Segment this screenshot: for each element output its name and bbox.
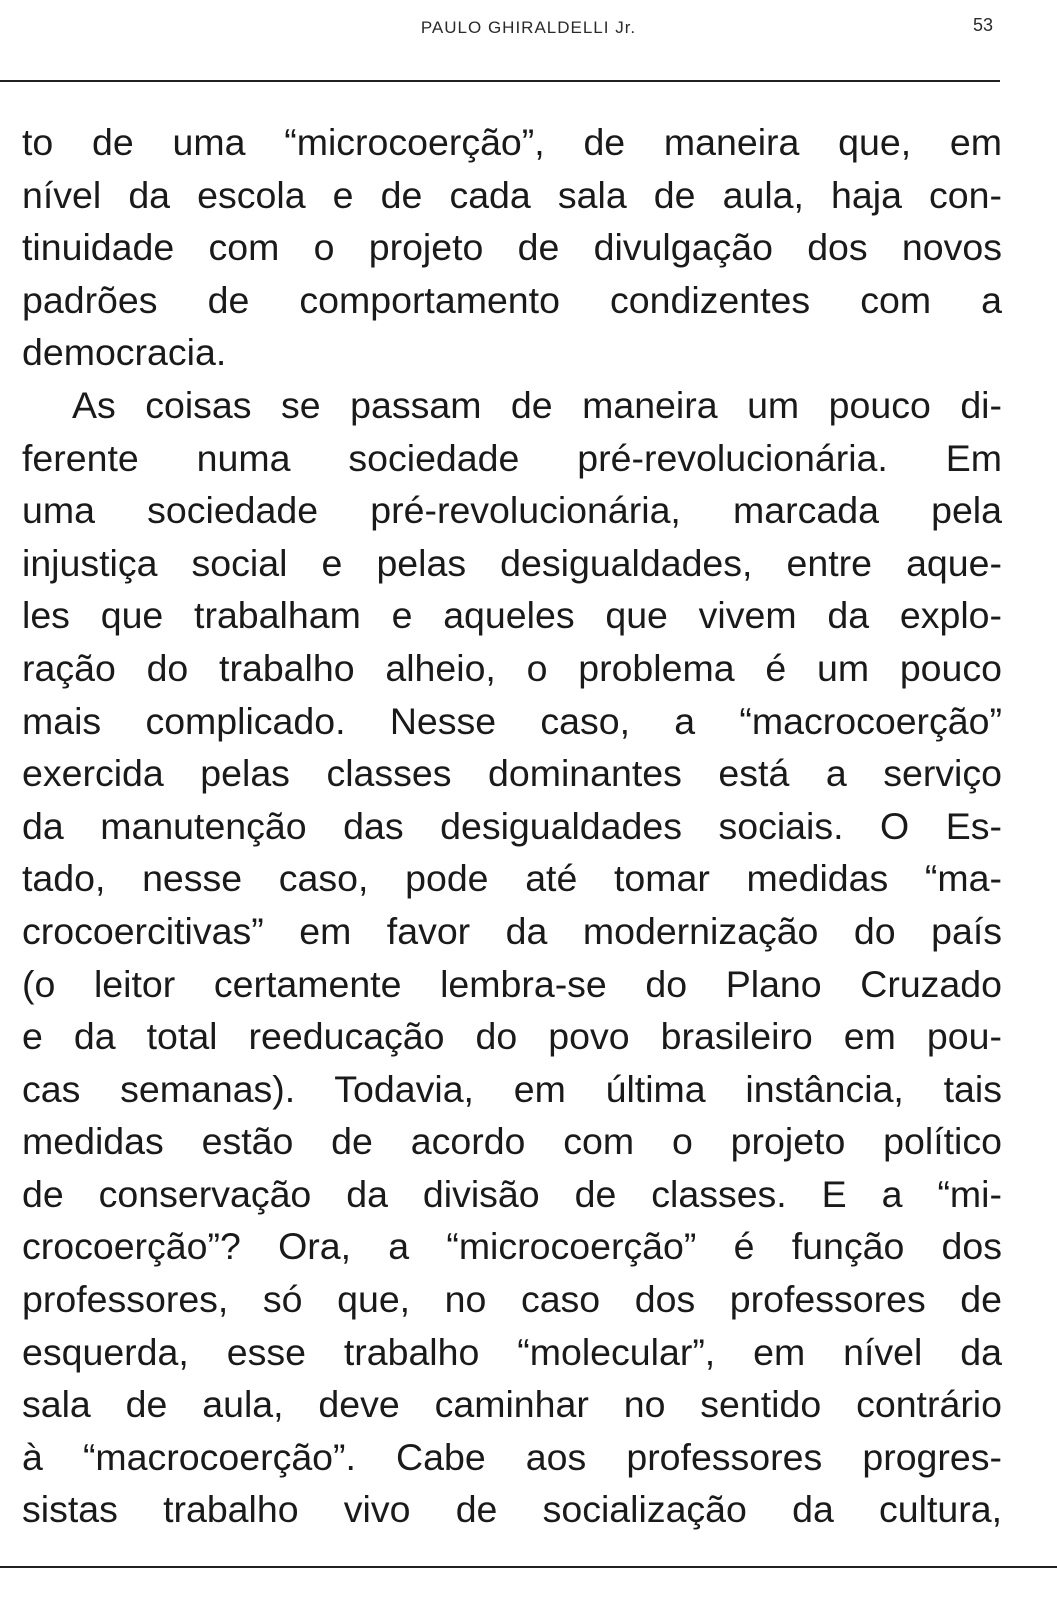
text-line: As coisas se passam de maneira um pouco di- <box>72 383 1002 426</box>
text-line: crocoercitivas” em favor da modernização do país <box>22 909 1002 952</box>
text-line: democracia. <box>22 331 227 374</box>
footer-rule <box>0 1566 1057 1568</box>
text-line: injustiça social e pelas desigualdades, entre aque- <box>22 541 1002 584</box>
text-line: à “macrocoerção”. Cabe aos professores progres- <box>22 1435 1002 1478</box>
text-line: uma sociedade pré-revolucionária, marcada pela <box>22 489 1002 532</box>
text-line: (o leitor certamente lembra-se do Plano Cruzado <box>22 962 1002 1005</box>
text-line: nível da escola e de cada sala de aula, haja con- <box>22 173 1002 216</box>
text-line: crocoerção”? Ora, a “microcoerção” é função dos <box>22 1225 1002 1268</box>
text-line: ração do trabalho alheio, o problema é um pouco <box>22 646 1002 689</box>
text-line: tado, nesse caso, pode até tomar medidas “ma- <box>22 857 1002 900</box>
text-line: to de uma “microcoerção”, de maneira que, em <box>22 121 1002 163</box>
text-line: mais complicado. Nesse caso, a “macrocoerção” <box>22 699 1002 742</box>
text-line: les que trabalham e aqueles que vivem da explo- <box>22 594 1002 637</box>
page-number: 53 <box>972 15 993 35</box>
text-line: esquerda, esse trabalho “molecular”, em nível da <box>22 1330 1002 1373</box>
text-line: ferente numa sociedade pré-revolucionária. Em <box>22 436 1002 479</box>
text-line: de conservação da divisão de classes. E a “mi- <box>22 1172 1002 1215</box>
text-line: padrões de comportamento condizentes com a <box>22 278 1002 321</box>
text-line: medidas estão de acordo com o projeto político <box>22 1120 1002 1163</box>
text-line: sala de aula, deve caminhar no sentido contrário <box>22 1383 1002 1426</box>
paragraph-1 <box>22 116 1002 379</box>
text-line: professores, só que, no caso dos professores de <box>22 1278 1002 1321</box>
text-line: tinuidade com o projeto de divulgação dos novos <box>22 226 1002 269</box>
page-header <box>0 0 1057 60</box>
header-rule <box>0 80 1000 82</box>
text-line: e da total reeducação do povo brasileiro em pou- <box>22 1015 1002 1058</box>
running-head: PAULO GHIRALDELLI Jr. <box>420 18 637 37</box>
text-line: da manutenção das desigualdades sociais. O Es- <box>22 804 1002 847</box>
text-line: exercida pelas classes dominantes está a serviço <box>22 752 1002 795</box>
text-line: sistas trabalho vivo de socialização da cultura, <box>22 1488 1002 1531</box>
paragraph-2 <box>22 379 1002 1536</box>
text-line: cas semanas). Todavia, em última instância, tais <box>22 1067 1002 1110</box>
body-text <box>22 116 1002 1536</box>
